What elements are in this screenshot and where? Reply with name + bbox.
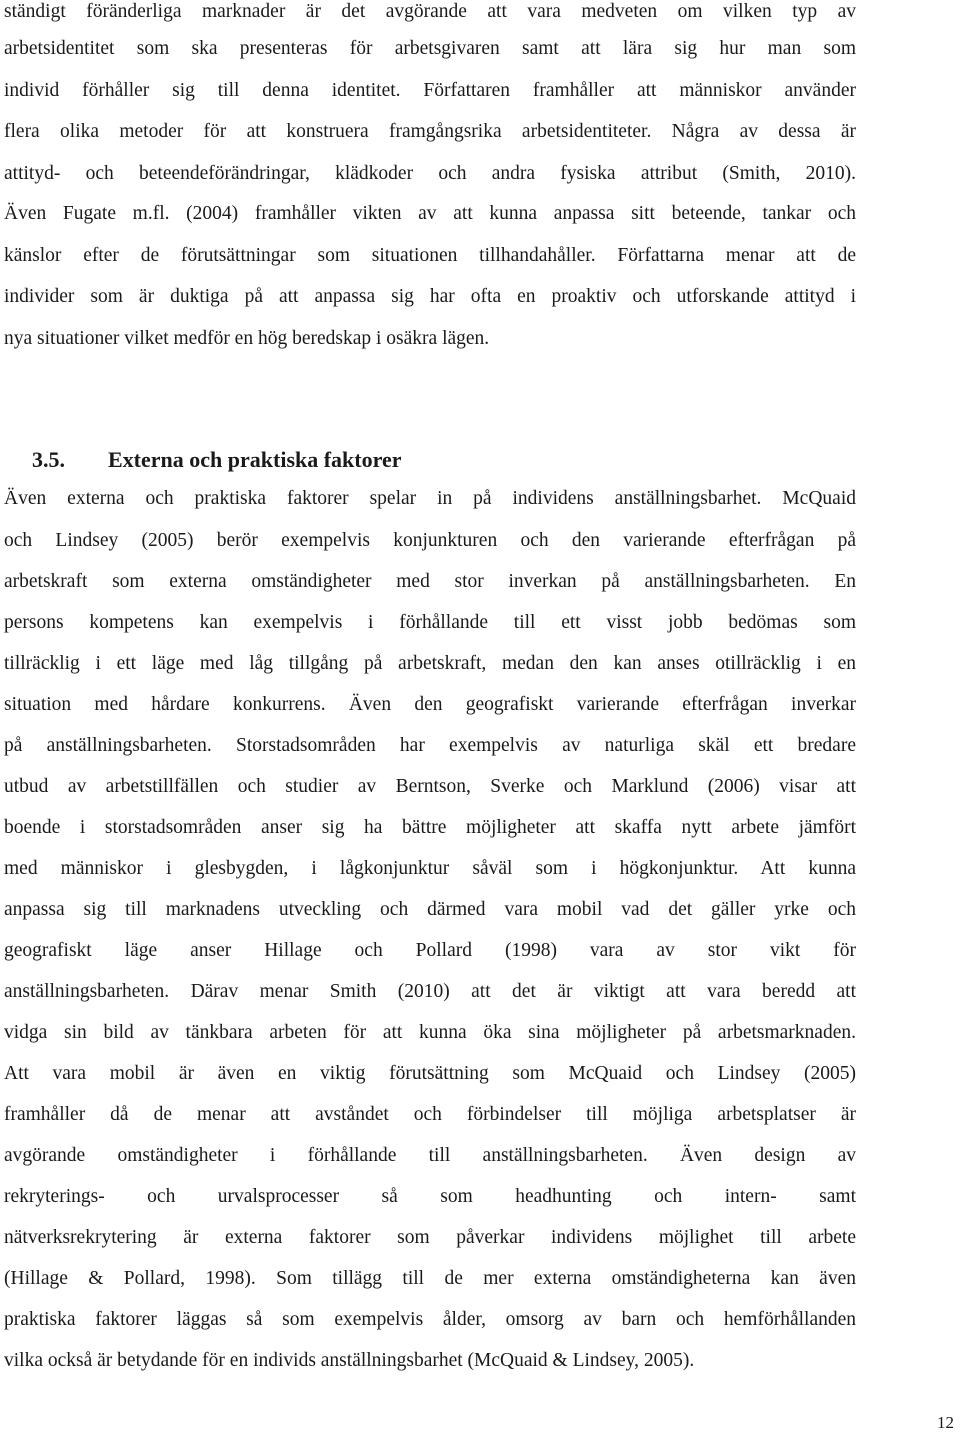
text-line: boende i storstadsområden anser sig ha bättre möjligheter att skaffa nytt arbete jämfört xyxy=(4,817,856,838)
text-line: avgörande omständigheter i förhållande till anställningsbarheten. Även design av xyxy=(4,1145,856,1166)
section-heading xyxy=(32,447,402,473)
text-line: vilka också är betydande för en individs anställningsbarhet (McQuaid & Lindsey, 2005). xyxy=(4,1350,695,1371)
text-line: flera olika metoder för att konstruera framgångsrika arbetsidentiteter. Några av dessa är xyxy=(4,121,856,142)
text-line: persons kompetens kan exempelvis i förhållande till ett visst jobb bedömas som xyxy=(4,612,856,633)
text-line: Även Fugate m.fl. (2004) framhåller vikten av att kunna anpassa sitt beteende, tankar och xyxy=(4,203,856,224)
text-line: praktiska faktorer läggas så som exempelvis ålder, omsorg av barn och hemförhållanden xyxy=(4,1309,856,1330)
text-line: på anställningsbarheten. Storstadsområden har exempelvis av naturliga skäl ett bredare xyxy=(4,735,856,756)
section-number: 3.5. xyxy=(32,447,65,472)
text-line: nya situationer vilket medför en hög beredskap i osäkra lägen. xyxy=(4,328,490,349)
text-line: med människor i glesbygden, i lågkonjunktur såväl som i högkonjunktur. Att kunna xyxy=(4,858,856,879)
text-line: arbetsidentitet som ska presenteras för arbetsgivaren samt att lära sig hur man som xyxy=(4,38,856,59)
text-line: ständigt föränderliga marknader är det avgörande att vara medveten om vilken typ av xyxy=(4,1,856,22)
text-line: Även externa och praktiska faktorer spelar in på individens anställningsbarhet. McQuaid xyxy=(4,488,856,509)
text-line: Att vara mobil är även en viktig förutsättning som McQuaid och Lindsey (2005) xyxy=(4,1063,856,1084)
text-line: vidga sin bild av tänkbara arbeten för att kunna öka sina möjligheter på arbetsmarknaden. xyxy=(4,1022,856,1043)
text-line: känslor efter de förutsättningar som situationen tillhandahåller. Författarna menar att de xyxy=(4,245,856,266)
text-line: (Hillage & Pollard, 1998). Som tillägg till de mer externa omständigheterna kan även xyxy=(4,1268,856,1289)
text-line: anställningsbarheten. Därav menar Smith (2010) att det är viktigt att vara beredd att xyxy=(4,981,856,1002)
text-line: nätverksrekrytering är externa faktorer som påverkar individens möjlighet till arbete xyxy=(4,1227,856,1248)
text-line: framhåller då de menar att avståndet och förbindelser till möjliga arbetsplatser är xyxy=(4,1104,856,1125)
text-line: geografiskt läge anser Hillage och Pollard (1998) vara av stor vikt för xyxy=(4,940,856,961)
text-line: attityd- och beteendeförändringar, klädkoder och andra fysiska attribut (Smith, 2010). xyxy=(4,163,856,184)
text-line: situation med hårdare konkurrens. Även den geografiskt varierande efterfrågan inverkar xyxy=(4,694,856,715)
text-line: individ förhåller sig till denna identitet. Författaren framhåller att människor använder xyxy=(4,80,856,101)
text-line: tillräcklig i ett läge med låg tillgång på arbetskraft, medan den kan anses otillräcklig i en xyxy=(4,653,856,674)
text-line: rekryterings- och urvalsprocesser så som headhunting och intern- samt xyxy=(4,1186,856,1207)
text-line: anpassa sig till marknadens utveckling och därmed vara mobil vad det gäller yrke och xyxy=(4,899,856,920)
text-line: individer som är duktiga på att anpassa sig har ofta en proaktiv och utforskande attityd i xyxy=(4,286,856,307)
text-line: och Lindsey (2005) berör exempelvis konjunkturen och den varierande efterfrågan på xyxy=(4,530,856,551)
text-line: utbud av arbetstillfällen och studier av Berntson, Sverke och Marklund (2006) visar att xyxy=(4,776,856,797)
section-title: Externa och praktiska faktorer xyxy=(108,447,402,472)
page-number: 12 xyxy=(937,1413,954,1432)
text-line: arbetskraft som externa omständigheter med stor inverkan på anställningsbarheten. En xyxy=(4,571,856,592)
